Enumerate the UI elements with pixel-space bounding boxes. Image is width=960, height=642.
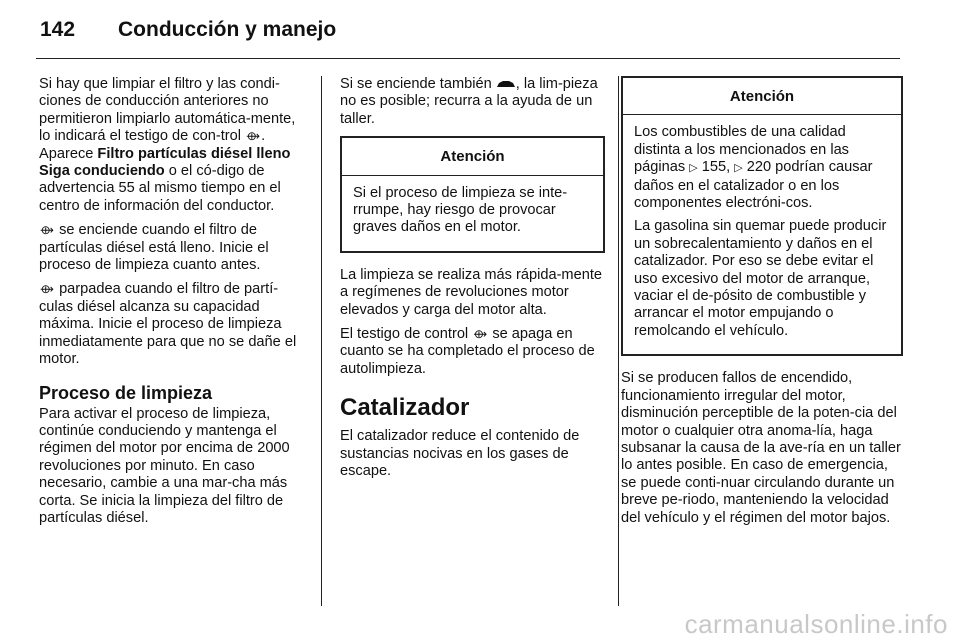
page-ref-link[interactable]: 220 podrían bbox=[746, 159, 825, 176]
paragraph-catalyst: El catalizador reduce el contenido de sustancias nocivas en los gases de escape. bbox=[340, 428, 580, 480]
page-ref-link[interactable]: 155, bbox=[701, 159, 731, 176]
column-1 bbox=[39, 76, 307, 534]
paragraph-dpf-intro: Si hay que limpiar el filtro y las condi-ciones de conducción anteriores no permitieron limpiarlo automática-mente, lo indicará el testigo de con-trol ⟴. Aparece Filtro partículas diésel lleno Siga conduciendo o el có-digo de advertencia 55 al mismo tiempo en el centro de información del conductor. bbox=[39, 76, 296, 214]
header-rule bbox=[36, 58, 900, 59]
attention-text: Si el proceso de limpieza se inte-rrumpe, hay riesgo de provocar graves daños en el motor. bbox=[353, 184, 568, 236]
paragraph-faster: La limpieza se realiza más rápida-mente a regímenes de revoluciones motor elevados y carga del motor alta. bbox=[340, 266, 602, 318]
attention-title: Atención bbox=[342, 138, 603, 175]
attention-box-1 bbox=[340, 136, 605, 253]
triangle-icon: ▷ bbox=[689, 162, 698, 175]
paragraph-dpf-on: ⟴ se enciende cuando el filtro de partículas diésel está lleno. Inicie el proceso de limpieza cuanto antes. bbox=[39, 222, 269, 274]
filter-icon: ⟴ bbox=[473, 327, 488, 342]
paragraph-misfire: Si se producen fallos de encendido, funcionamiento irregular del motor, disminución perceptible de la poten-cia del motor o cualquier otra anoma-lía, haga subsanar la causa de la ave-ría en un taller lo antes posible. En caso de emergencia, se puede conti-nuar circulando durante un breve pe-riodo, manteniendo la velocidad del vehículo y el régimen del motor bajos. bbox=[621, 370, 901, 526]
filter-icon: ⟴ bbox=[40, 223, 54, 238]
engine-icon bbox=[496, 79, 516, 89]
column-2 bbox=[340, 76, 605, 488]
filter-icon: ⟴ bbox=[40, 282, 54, 297]
page-number: 142 bbox=[40, 18, 76, 41]
triangle-icon: ▷ bbox=[734, 162, 743, 175]
watermark: carmanualsonline.info bbox=[684, 609, 948, 639]
filter-icon: ⟴ bbox=[246, 129, 260, 144]
page-header bbox=[40, 18, 336, 42]
page-title: Conducción y manejo bbox=[118, 18, 337, 41]
attention-box-2 bbox=[621, 76, 903, 356]
column-3 bbox=[621, 76, 903, 534]
column-divider-1 bbox=[321, 76, 322, 606]
attention-unburned-fuel: La gasolina sin quemar puede producir un sobrecalentamiento y daños en el catalizador. Por eso se debe evitar el uso excesivo del motor de arranque, vaciar el de-pósito de combustible y arrancar el motor empujando o remolcando el vehículo. bbox=[634, 218, 887, 339]
paragraph-cleaning: Para activar el proceso de limpieza, continúe conduciendo y mantenga el régimen del motor por encima de 2000 revoluciones por minuto. En caso necesario, cambie a una mar-cha más corta. Se inicia la limpieza del filtro de partículas diésel. bbox=[39, 405, 290, 526]
heading-cleaning-process: Proceso de limpieza bbox=[39, 382, 213, 403]
attention-fuel-quality: Los combustibles de una calidad distinta a los mencionados en las páginas ▷ 155, ▷ 220 podrían causar daños en el catalizador o en los componentes electróni-cos. bbox=[634, 124, 873, 212]
paragraph-engine-light: Si se enciende también , la lim-pieza no es posible; recurra a la ayuda de un taller. bbox=[340, 76, 598, 127]
heading-catalyst: Catalizador bbox=[340, 394, 470, 422]
attention-title: Atención bbox=[623, 78, 901, 115]
paragraph-dpf-flash: ⟴ parpadea cuando el filtro de partí-culas diésel alcanza su capacidad máxima. Inicie el proceso de limpieza inmediatamente para que no se dañe el motor. bbox=[39, 281, 297, 368]
paragraph-light-off: El testigo de control ⟴ se apaga en cuanto se ha completado el proceso de autolimpieza. bbox=[340, 326, 595, 377]
column-divider-2 bbox=[618, 76, 619, 606]
